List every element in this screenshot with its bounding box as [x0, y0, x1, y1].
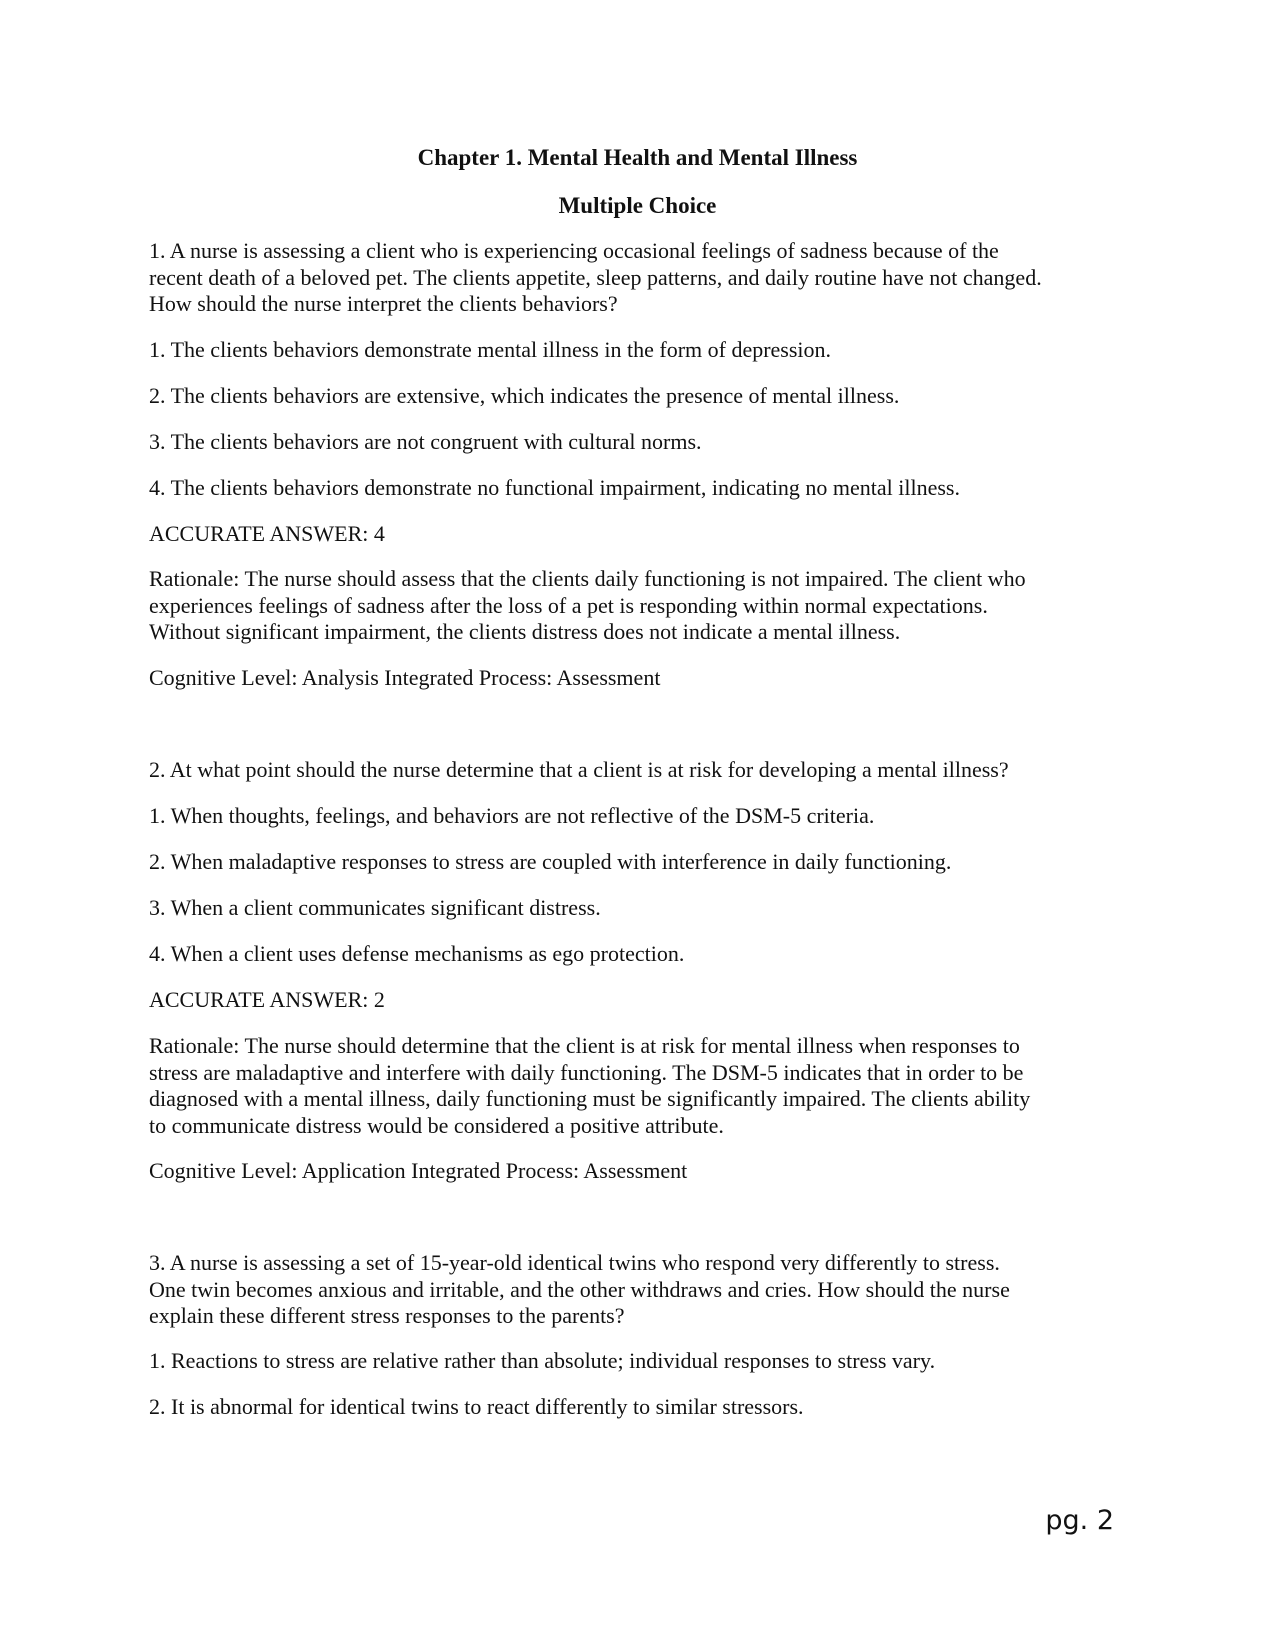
question-3-stem	[149, 1250, 1129, 1330]
question-1-stem-line: recent death of a beloved pet. The clients appetite, sleep patterns, and daily routine have not changed.	[149, 264, 1042, 290]
question-3-option-2: 2. It is abnormal for identical twins to react differently to similar stressors.	[149, 1394, 804, 1419]
question-1-rationale-line: Rationale: The nurse should assess that the clients daily functioning is not impaired. The client who	[149, 566, 1026, 591]
page-number: pg. 2	[1045, 1505, 1114, 1536]
chapter-title: Chapter 1. Mental Health and Mental Illness	[417, 145, 858, 170]
question-1-stem-line: How should the nurse interpret the clients behaviors?	[149, 291, 618, 316]
question-1-rationale	[149, 566, 1129, 646]
question-2-stem	[149, 757, 1129, 784]
question-2-rationale-line: stress are maladaptive and interfere with daily functioning. The DSM-5 indicates that in order to be	[149, 1059, 1024, 1085]
question-2-option-1: 1. When thoughts, feelings, and behaviors are not reflective of the DSM-5 criteria.	[149, 803, 875, 828]
question-2-rationale-line: to communicate distress would be considered a positive attribute.	[149, 1112, 724, 1138]
question-2-option-4: 4. When a client uses defense mechanisms as ego protection.	[149, 941, 685, 966]
section-title: Multiple Choice	[558, 193, 717, 218]
question-1-option-1: 1. The clients behaviors demonstrate mental illness in the form of depression.	[149, 337, 832, 362]
question-2-rationale-line: diagnosed with a mental illness, daily functioning must be significantly impaired. The clients ability	[149, 1086, 1031, 1111]
question-1-stem	[149, 238, 1129, 318]
question-1-rationale-line: experiences feelings of sadness after the loss of a pet is responding within normal expectations.	[149, 592, 988, 618]
question-2-meta: Cognitive Level: Application Integrated Process: Assessment	[149, 1158, 688, 1183]
question-3-stem-line: One twin becomes anxious and irritable, and the other withdraws and cries. How should the nurse	[149, 1276, 1010, 1302]
question-2-option-3: 3. When a client communicates significant distress.	[149, 895, 601, 920]
question-1-rationale-line: Without significant impairment, the clients distress does not indicate a mental illness.	[149, 619, 901, 644]
question-3-stem-line: explain these different stress responses to the parents?	[149, 1303, 625, 1328]
question-2-rationale	[149, 1033, 1129, 1139]
question-1-stem-line: 1. A nurse is assessing a client who is experiencing occasional feelings of sadness because of the	[149, 238, 999, 263]
question-2-option-2: 2. When maladaptive responses to stress are coupled with interference in daily functioning.	[149, 849, 952, 874]
question-2-stem-line: 2. At what point should the nurse determine that a client is at risk for developing a mental illness?	[149, 757, 1009, 782]
question-2-answer: ACCURATE ANSWER: 2	[149, 987, 385, 1012]
question-1-answer: ACCURATE ANSWER: 4	[149, 521, 385, 546]
question-1-meta: Cognitive Level: Analysis Integrated Process: Assessment	[149, 665, 661, 690]
question-3-stem-line: 3. A nurse is assessing a set of 15-year-old identical twins who respond very differently to stress.	[149, 1250, 1000, 1275]
question-1-option-2: 2. The clients behaviors are extensive, which indicates the presence of mental illness.	[149, 383, 900, 408]
question-2-rationale-line: Rationale: The nurse should determine that the client is at risk for mental illness when responses to	[149, 1033, 1020, 1058]
question-1-option-3: 3. The clients behaviors are not congruent with cultural norms.	[149, 429, 702, 454]
question-1-option-4: 4. The clients behaviors demonstrate no functional impairment, indicating no mental illness.	[149, 475, 960, 500]
question-3-option-1: 1. Reactions to stress are relative rather than absolute; individual responses to stress vary.	[149, 1348, 936, 1373]
